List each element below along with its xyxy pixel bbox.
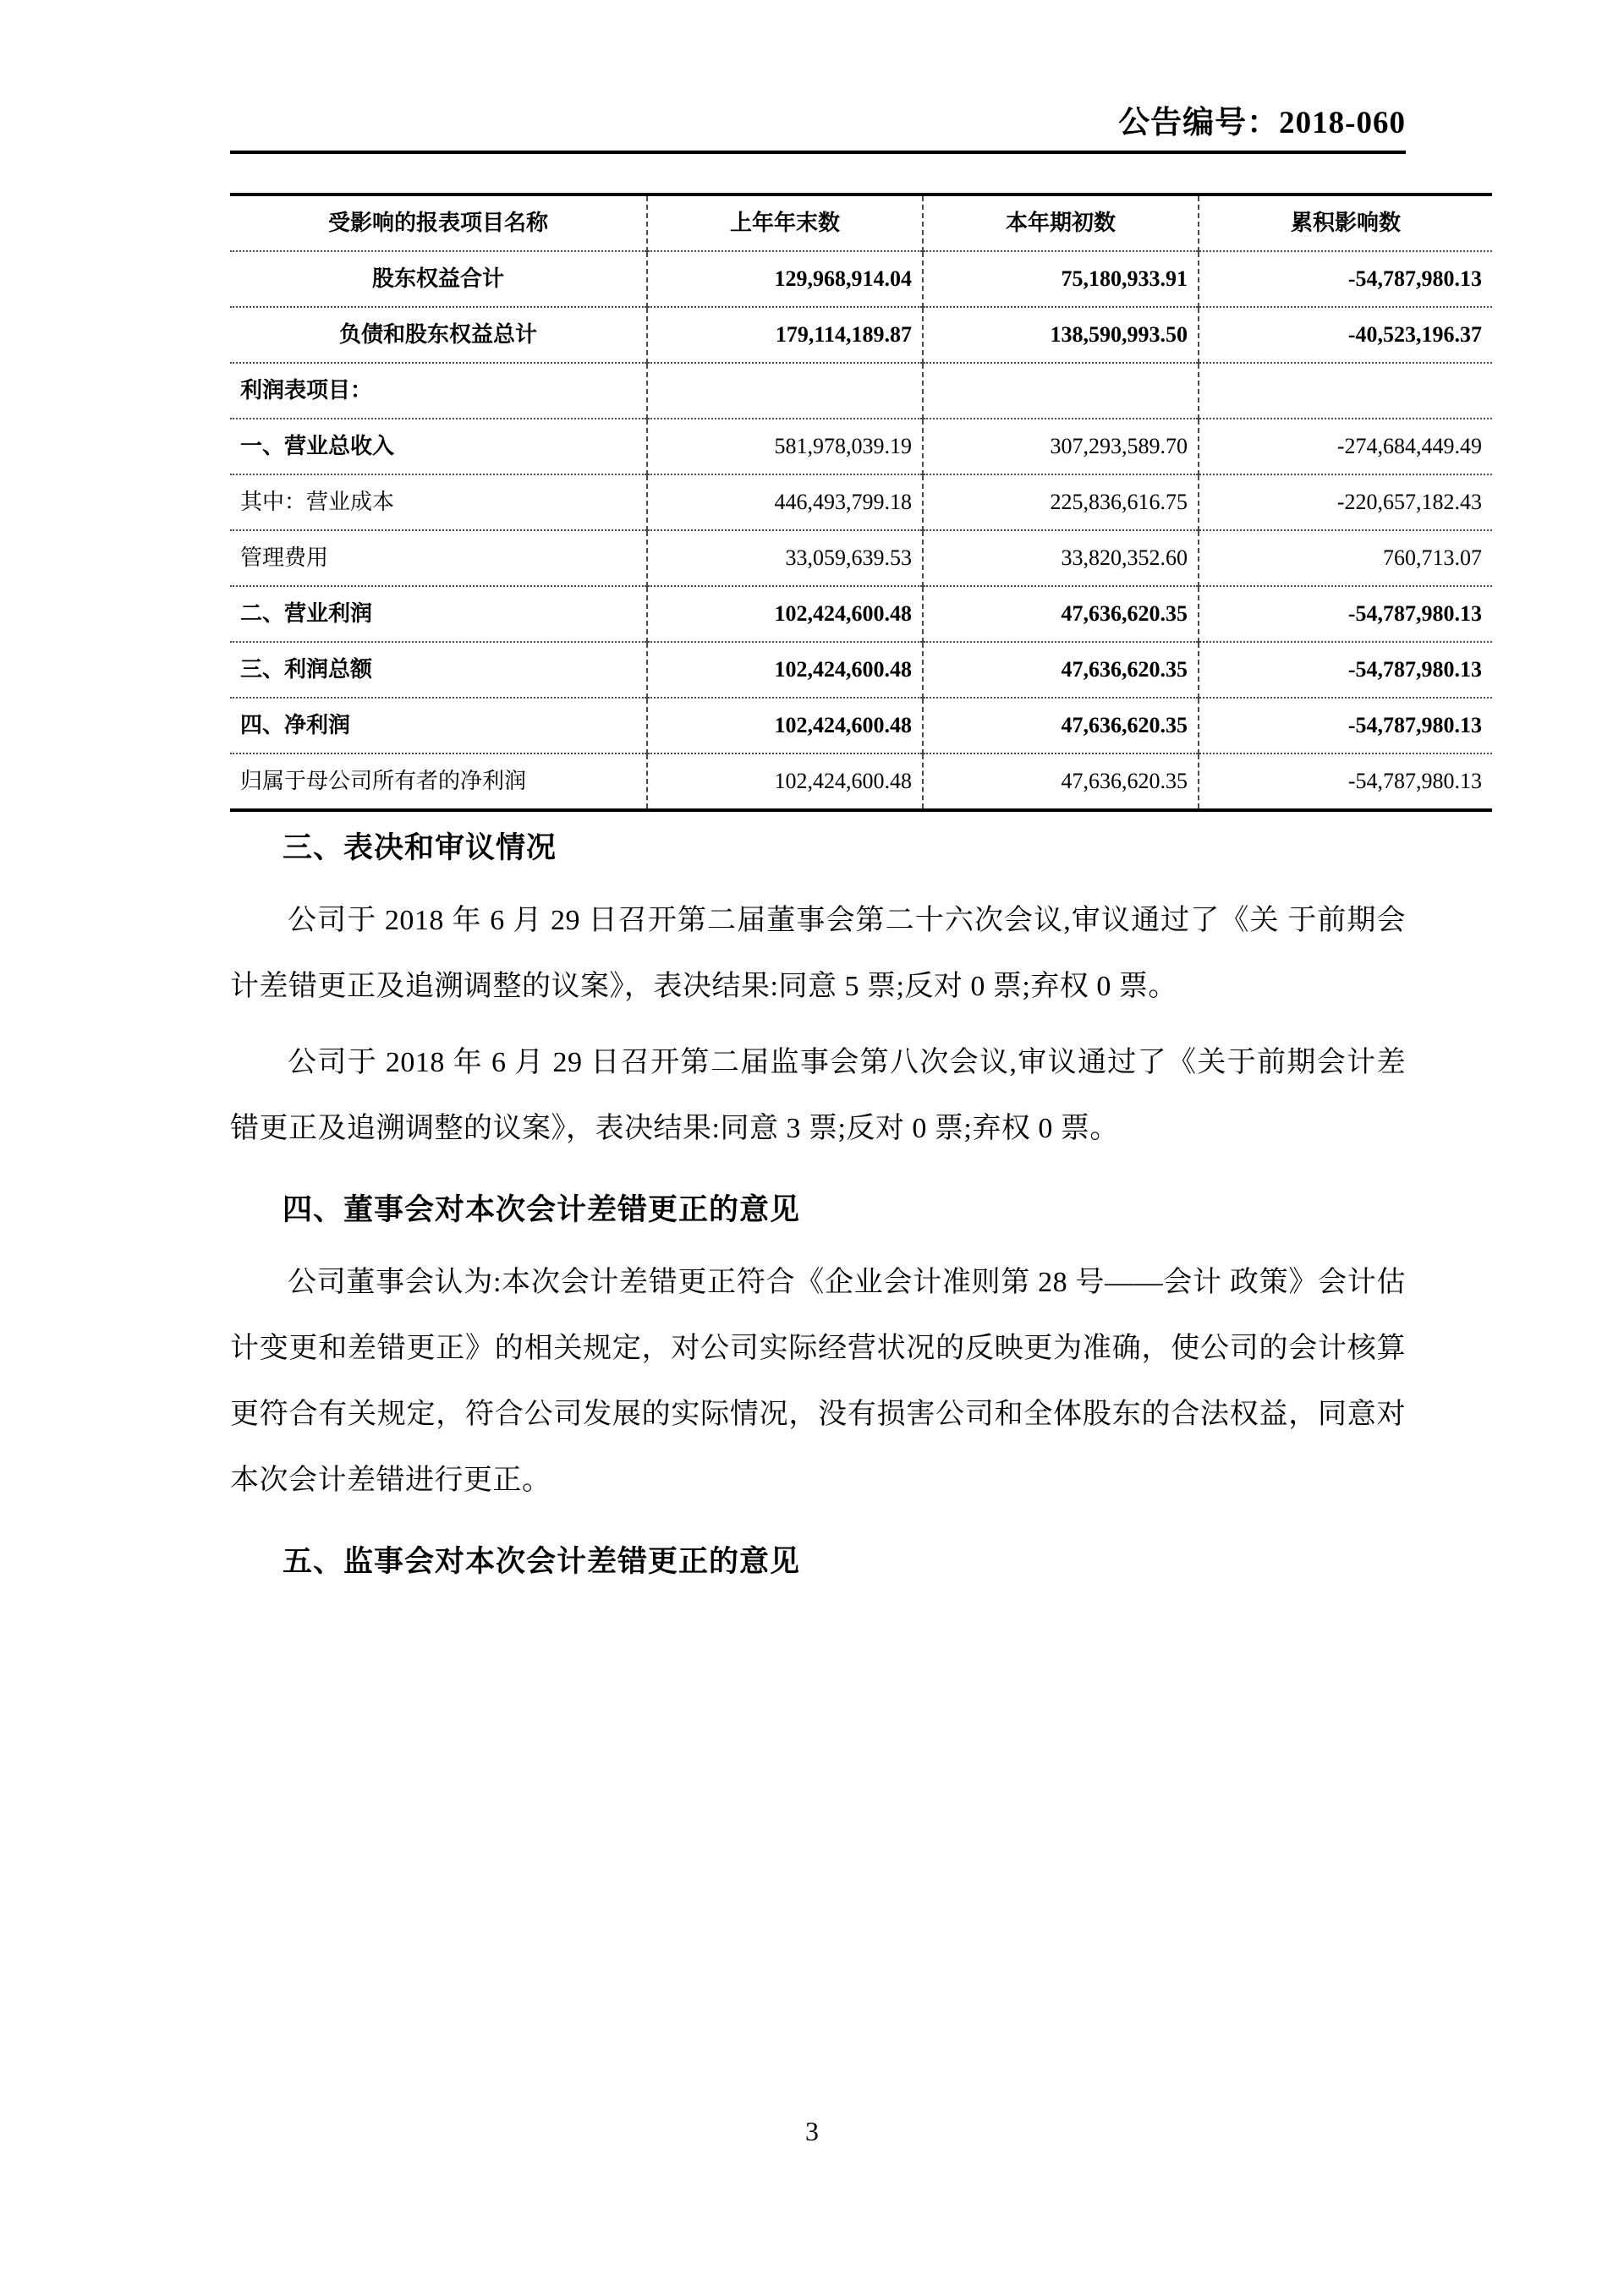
- section-heading-5: 五、监事会对本次会计差错更正的意见: [283, 1545, 801, 1578]
- row-label: 二、营业利润: [230, 586, 647, 642]
- cell-current-begin: 33,820,352.60: [923, 530, 1199, 586]
- cell-prev-year-end: 129,968,914.04: [647, 251, 923, 307]
- announcement-number: 公告编号：2018-060: [1118, 106, 1406, 140]
- table-row: [230, 698, 1492, 753]
- cell-current-begin: 75,180,933.91: [923, 251, 1199, 307]
- column-header-prev-year-end: 上年年末数: [647, 195, 923, 251]
- column-header-cumulative-effect: 累积影响数: [1199, 195, 1492, 251]
- financial-table: [230, 193, 1492, 812]
- page-number: 3: [805, 2116, 819, 2146]
- cell-cumulative-effect: -54,787,980.13: [1199, 586, 1492, 642]
- cell-prev-year-end: 581,978,039.19: [647, 419, 923, 474]
- cell-cumulative-effect: 760,713.07: [1199, 530, 1492, 586]
- section-3-paragraph-2: 公司于 2018 年 6 月 29 日召开第二届监事会第八次会议,审议通过了《关于前期会计差错更正及追溯调整的议案》，表决结果:同意 3 票;反对 0 票;弃权 0 票。: [230, 1047, 1406, 1144]
- cell-cumulative-effect: -40,523,196.37: [1199, 307, 1492, 363]
- cell-cumulative-effect: -54,787,980.13: [1199, 642, 1492, 698]
- cell-prev-year-end: 446,493,799.18: [647, 474, 923, 530]
- cell-cumulative-effect: -54,787,980.13: [1199, 753, 1492, 810]
- table-row: [230, 474, 1492, 530]
- column-header-current-begin: 本年期初数: [923, 195, 1199, 251]
- cell-prev-year-end: 102,424,600.48: [647, 586, 923, 642]
- row-label: 利润表项目：: [230, 363, 647, 419]
- cell-current-begin: 47,636,620.35: [923, 642, 1199, 698]
- cell-prev-year-end: 102,424,600.48: [647, 642, 923, 698]
- row-label: 归属于母公司所有者的净利润: [230, 753, 647, 810]
- row-label: 三、利润总额: [230, 642, 647, 698]
- cell-current-begin: 47,636,620.35: [923, 586, 1199, 642]
- row-label: 一、营业总收入: [230, 419, 647, 474]
- column-header-item-name: 受影响的报表项目名称: [230, 195, 647, 251]
- table-row: [230, 251, 1492, 307]
- cell-current-begin: 138,590,993.50: [923, 307, 1199, 363]
- cell-cumulative-effect: -54,787,980.13: [1199, 698, 1492, 753]
- row-label: 股东权益合计: [230, 251, 647, 307]
- page-header: [230, 101, 1406, 154]
- cell-current-begin: 47,636,620.35: [923, 698, 1199, 753]
- cell-cumulative-effect: [1199, 363, 1492, 419]
- cell-prev-year-end: [647, 363, 923, 419]
- section-4-paragraph-1: 公司董事会认为:本次会计差错更正符合《企业会计准则第 28 号——会计 政策》会计估计变更和差错更正》的相关规定，对公司实际经营状况的反映更为准确，使公司的会计核算更符合有关规定，符合公司发展的实际情况，没有损害公司和全体股东的合法权益，同意对本次会计差错进行更正。: [230, 1267, 1406, 1496]
- cell-current-begin: 307,293,589.70: [923, 419, 1199, 474]
- row-label: 管理费用: [230, 530, 647, 586]
- table-row: [230, 363, 1492, 419]
- table-row: [230, 419, 1492, 474]
- table-row: [230, 753, 1492, 810]
- cell-prev-year-end: 33,059,639.53: [647, 530, 923, 586]
- cell-current-begin: [923, 363, 1199, 419]
- cell-prev-year-end: 102,424,600.48: [647, 753, 923, 810]
- section-heading-3: 三、表决和审议情况: [283, 831, 557, 864]
- cell-current-begin: 47,636,620.35: [923, 753, 1199, 810]
- header-divider: [230, 151, 1406, 154]
- table-row: [230, 307, 1492, 363]
- section-heading-4: 四、董事会对本次会计差错更正的意见: [283, 1193, 801, 1226]
- cell-cumulative-effect: -54,787,980.13: [1199, 251, 1492, 307]
- cell-cumulative-effect: -220,657,182.43: [1199, 474, 1492, 530]
- table-row: [230, 586, 1492, 642]
- cell-cumulative-effect: -274,684,449.49: [1199, 419, 1492, 474]
- cell-prev-year-end: 102,424,600.48: [647, 698, 923, 753]
- row-label: 四、净利润: [230, 698, 647, 753]
- cell-current-begin: 225,836,616.75: [923, 474, 1199, 530]
- financial-table-container: [230, 193, 1482, 812]
- table-row: [230, 530, 1492, 586]
- document-body: [230, 805, 1406, 1597]
- section-3-paragraph-1: 公司于 2018 年 6 月 29 日召开第二届董事会第二十六次会议,审议通过了《关 于前期会计差错更正及追溯调整的议案》，表决结果:同意 5 票;反对 0 票;弃权 0 票。: [230, 905, 1406, 1002]
- cell-prev-year-end: 179,114,189.87: [647, 307, 923, 363]
- table-row: [230, 642, 1492, 698]
- row-label: 负债和股东权益总计: [230, 307, 647, 363]
- table-header-row: [230, 195, 1492, 251]
- row-label: 其中：营业成本: [230, 474, 647, 530]
